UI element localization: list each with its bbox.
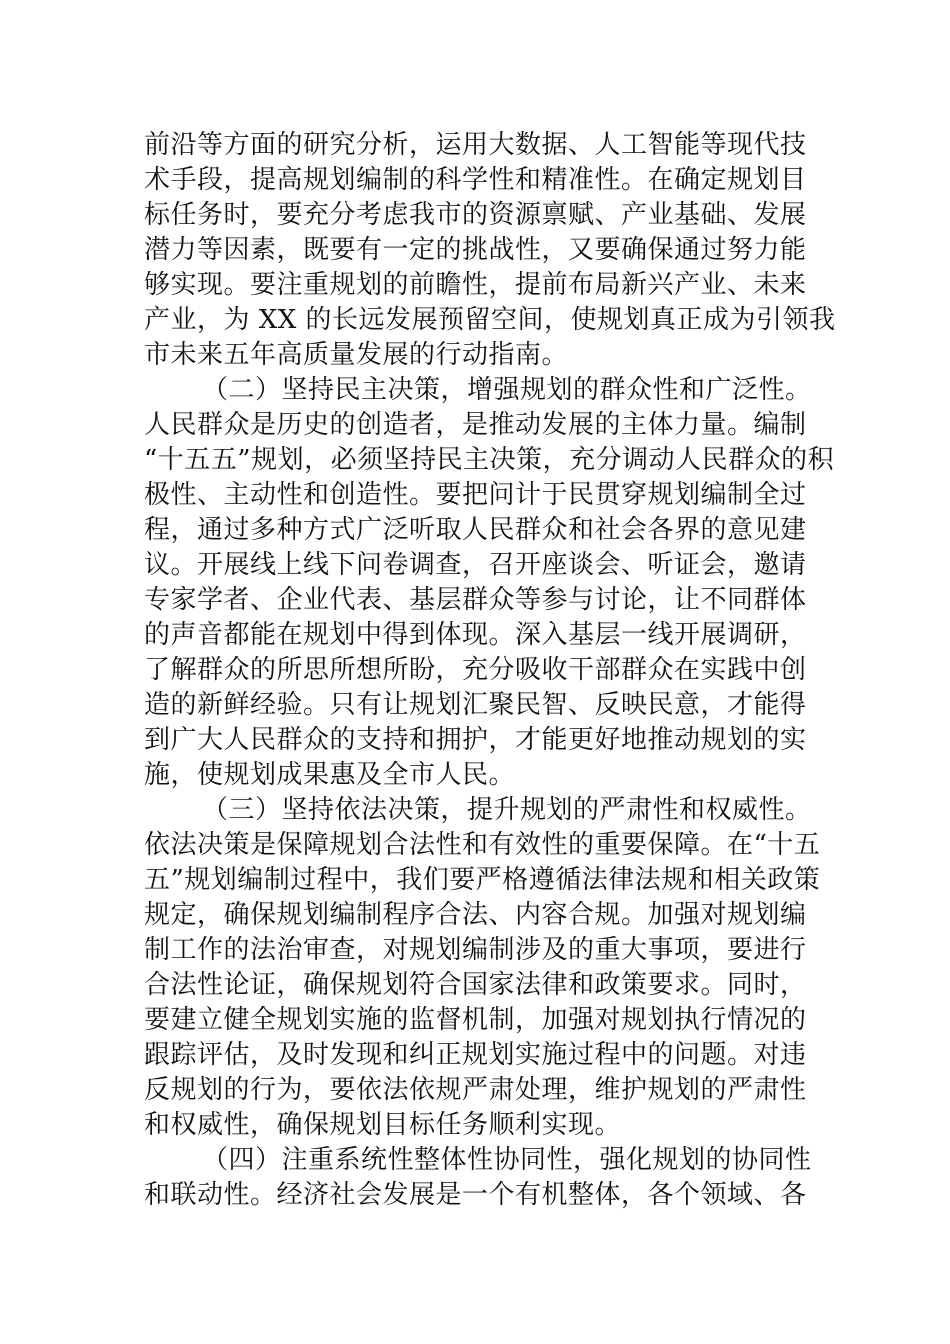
body-text-line: 到广大人民群众的支持和拥护，才能更好地推动规划的实 [144, 725, 807, 755]
body-text-line: 和权威性，确保规划目标任务顺利实现。 [144, 1110, 622, 1140]
section-heading-line: （三）坚持依法决策，提升规划的严肃性和权威性。 [202, 795, 812, 825]
body-text-line: 制工作的法治审查，对规划编制涉及的重大事项，要进行 [144, 935, 807, 965]
body-text-line: 够实现。要注重规划的前瞻性，提前布局新兴产业、未来 [144, 270, 807, 300]
body-text-line: 专家学者、企业代表、基层群众等参与讨论，让不同群体 [144, 585, 807, 615]
body-text-line: 五”规划编制过程中，我们要严格遵循法律法规和相关政策 [144, 865, 821, 895]
body-text-line: 的声音都能在规划中得到体现。深入基层一线开展调研， [144, 620, 807, 650]
section-heading-line: （二）坚持民主决策，增强规划的群众性和广泛性。 [202, 375, 812, 405]
body-text-line: 合法性论证，确保规划符合国家法律和政策要求。同时， [144, 970, 807, 1000]
body-text-line: 要建立健全规划实施的监督机制，加强对规划执行情况的 [144, 1005, 807, 1035]
body-text-line: 标任务时，要充分考虑我市的资源禀赋、产业基础、发展 [144, 200, 807, 230]
document-body [144, 128, 836, 1213]
body-text-line: 依法决策是保障规划合法性和有效性的重要保障。在“十五 [144, 830, 821, 860]
section-heading-line: （四）注重系统性整体性协同性，强化规划的协同性 [202, 1145, 812, 1175]
body-text-line: 市未来五年高质量发展的行动指南。 [144, 340, 569, 370]
body-text-line: 规定，确保规划编制程序合法、内容合规。加强对规划编 [144, 900, 807, 930]
body-text-line: 极性、主动性和创造性。要把问计于民贯穿规划编制全过 [144, 480, 807, 510]
body-text-line: 施，使规划成果惠及全市人民。 [144, 760, 516, 790]
body-text-line: 前沿等方面的研究分析，运用大数据、人工智能等现代技 [144, 130, 807, 160]
body-text-line: 和联动性。经济社会发展是一个有机整体，各个领域、各 [144, 1180, 807, 1210]
body-text-line: “十五五”规划，必须坚持民主决策，充分调动人民群众的积 [144, 445, 835, 475]
body-text-line: 了解群众的所思所想所盼，充分吸收干部群众在实践中创 [144, 655, 807, 685]
body-text-line: 产业，为 XX 的长远发展预留空间，使规划真正成为引领我 [144, 305, 836, 335]
body-text-line: 人民群众是历史的创造者，是推动发展的主体力量。编制 [144, 410, 807, 440]
body-text-line: 反规划的行为，要依法依规严肃处理，维护规划的严肃性 [144, 1075, 807, 1105]
body-text-line: 议。开展线上线下问卷调查，召开座谈会、听证会，邀请 [144, 550, 807, 580]
body-text-line: 造的新鲜经验。只有让规划汇聚民智、反映民意，才能得 [144, 690, 807, 720]
body-text-line: 潜力等因素，既要有一定的挑战性，又要确保通过努力能 [144, 235, 807, 265]
body-text-line: 程，通过多种方式广泛听取人民群众和社会各界的意见建 [144, 515, 807, 545]
body-text-line: 术手段，提高规划编制的科学性和精准性。在确定规划目 [144, 165, 807, 195]
body-text-line: 跟踪评估，及时发现和纠正规划实施过程中的问题。对违 [144, 1040, 807, 1070]
